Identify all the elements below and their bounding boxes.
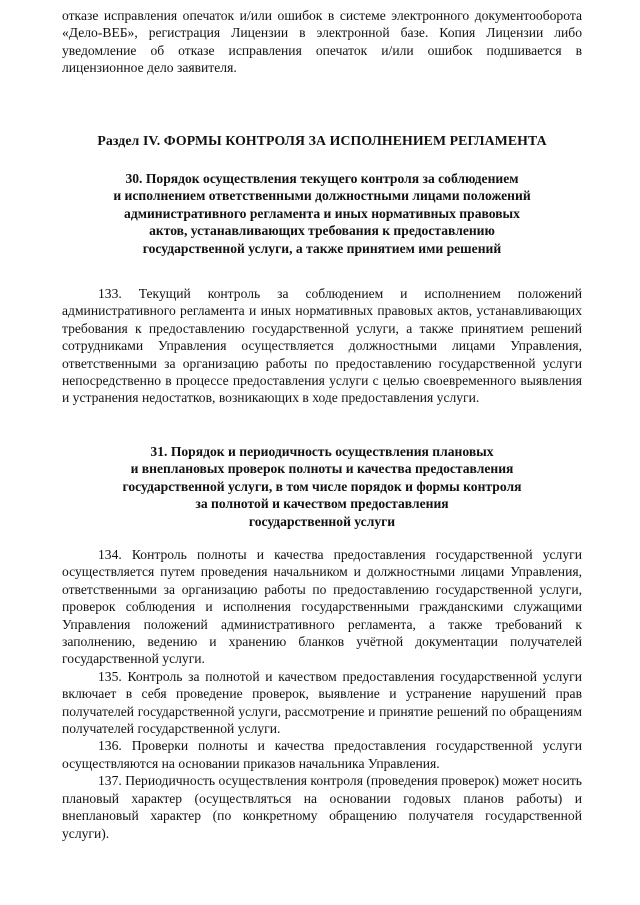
- subsection-30-line: актов, устанавливающих требования к предоставлению: [149, 223, 495, 239]
- subsection-31-line: и внеплановых проверок полноты и качества предоставления: [130, 461, 514, 477]
- subsection-30-heading: [62, 170, 582, 257]
- paragraph-133: 133. Текущий контроль за соблюдением и исполнением положений административного регламента и иных нормативных правовых актов, устанавливающих требования к предоставлению государственной услуги, а также принятием решений сотрудниками Управления осуществляется должностными лицами Управления, ответственными за организацию работы по предоставлению государственной услуги непосредственно в процессе предоставления услуги с целью своевременного выявления и устранения недостатков, возникающих в ходе предоставления услуги.: [62, 286, 582, 406]
- subsection-30-line: 30. Порядок осуществления текущего контроля за соблюдением: [125, 171, 519, 186]
- paragraph-137: 137. Периодичность осуществления контроля (проведения проверок) может носить плановый характер (осуществляться на основании годовых планов работы) и внеплановый характер (по конкретному обращению получателя государственной услуги).: [62, 773, 582, 841]
- subsection-31-line: 31. Порядок и периодичность осуществления плановых: [150, 444, 494, 459]
- paragraph-134: 134. Контроль полноты и качества предоставления государственной услуги осуществляется путем проведения начальником и должностными лицами Управления, ответственными за организацию работы по предоставлению государственной услуги, проверок соблюдения и исполнения государственными гражданскими служащими Управления положений административного регламента, а также требований к заполнению, ведению и хранению бланков учётной документации получателей государственной услуги.: [62, 547, 582, 667]
- paragraph-135: 135. Контроль за полнотой и качеством предоставления государственной услуги включает в себя проведение проверок, выявление и устранение нарушений прав получателей государственной услуги, рассмотрение и принятие решений по обращениям получателей государственной услуги.: [62, 668, 582, 737]
- section-title: Раздел IV. ФОРМЫ КОНТРОЛЯ ЗА ИСПОЛНЕНИЕМ РЕГЛАМЕНТА: [97, 133, 547, 148]
- body-paragraphs: [62, 546, 582, 842]
- intro-paragraph: отказе исправления опечаток и/или ошибок в системе электронного документооборота «Дело-ВЕБ», регистрация Лицензии в электронной базе. Копия Лицензии либо уведомление об отказе исправления опечаток и/или ошибок подшивается в лицензионное дело заявителя.: [62, 8, 582, 76]
- subsection-31-line: государственной услуги: [248, 513, 396, 529]
- subsection-31-line: за полнотой и качеством предоставления: [195, 496, 449, 512]
- subsection-31-line: государственной услуги, в том числе порядок и формы контроля: [122, 478, 522, 494]
- subsection-30-line: административного регламента и иных нормативных правовых: [124, 205, 520, 221]
- paragraph-136: 136. Проверки полноты и качества предоставления государственной услуги осуществляются на основании приказов начальника Управления.: [62, 738, 582, 771]
- subsection-30-line: и исполнением ответственными должностными лицами положений: [113, 188, 531, 204]
- subsection-30-line: государственной услуги, а также принятием ими решений: [142, 240, 502, 256]
- subsection-31-heading: [62, 443, 582, 530]
